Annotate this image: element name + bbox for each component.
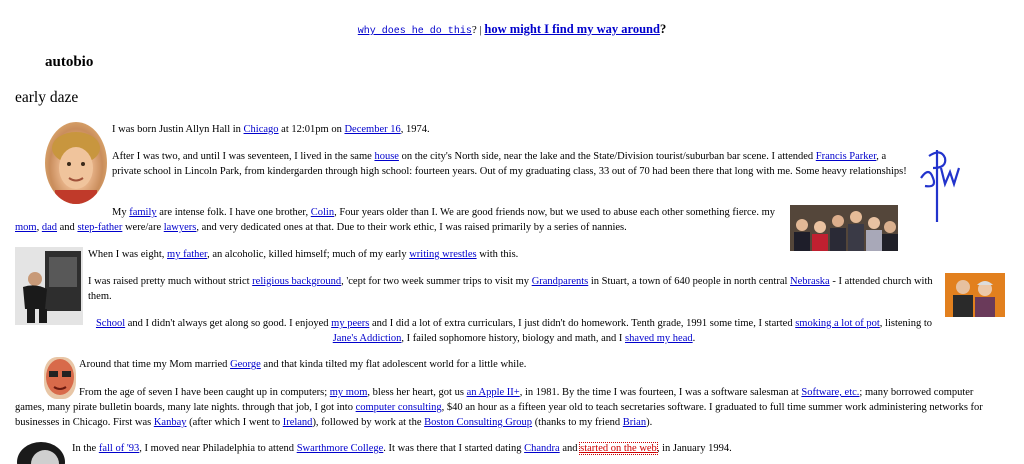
nav-q2: ? bbox=[659, 22, 667, 36]
college-portrait-image bbox=[15, 440, 67, 464]
software-etc-link[interactable]: Software, etc. bbox=[801, 387, 860, 398]
ireland-link[interactable]: Ireland bbox=[282, 417, 313, 428]
chandra-link[interactable]: Chandra bbox=[524, 443, 560, 454]
text: and bbox=[559, 443, 581, 454]
apple-ii-link[interactable]: an Apple II+ bbox=[466, 387, 520, 398]
text: , $40 an hour as a fifteen year old to teach secretaries software. I graduated to full time summer work administering networks for businesses in Chicago. First was bbox=[15, 402, 983, 428]
text: - I attended church with them. bbox=[88, 276, 933, 302]
text: , Four years older than I. We are good friends now, but we used to abuse each other something fierce. my bbox=[334, 207, 775, 218]
text: in Stuart, a town of 640 people in north central bbox=[588, 276, 791, 287]
text: . bbox=[692, 333, 696, 344]
brian-link[interactable]: Brian bbox=[622, 417, 647, 428]
text: ), followed by work at the bbox=[312, 417, 425, 428]
child-portrait-image bbox=[45, 122, 107, 204]
mom-link[interactable]: mom bbox=[15, 222, 37, 233]
text: with this. bbox=[476, 249, 519, 260]
jhw-signature-icon bbox=[915, 148, 965, 224]
chicago-link[interactable]: Chicago bbox=[243, 124, 279, 135]
text: , 1974. bbox=[400, 124, 430, 135]
george-link[interactable]: George bbox=[230, 359, 261, 370]
text: , I failed sophomore history, biology and math, and I bbox=[401, 333, 625, 344]
december-16-link[interactable]: December 16 bbox=[344, 124, 401, 135]
section-title: early daze bbox=[15, 89, 79, 106]
bcg-link[interactable]: Boston Consulting Group bbox=[424, 417, 533, 428]
text: I was born Justin Allyn Hall in bbox=[112, 124, 244, 135]
para-george bbox=[79, 357, 959, 372]
para-family bbox=[15, 205, 785, 235]
top-nav bbox=[0, 22, 1024, 39]
para-religion bbox=[88, 274, 940, 304]
text: . It was there that I started dating bbox=[383, 443, 525, 454]
family-link[interactable]: family bbox=[129, 207, 157, 218]
smoking-link[interactable]: smoking a lot of pot bbox=[795, 318, 880, 329]
para-birth bbox=[112, 122, 912, 137]
para-college bbox=[72, 441, 972, 456]
nebraska-link[interactable]: Nebraska bbox=[790, 276, 830, 287]
religious-background-link[interactable]: religious background bbox=[252, 276, 342, 287]
swarthmore-link[interactable]: Swarthmore College bbox=[296, 443, 384, 454]
text: (after which I went to bbox=[186, 417, 283, 428]
text: From the age of seven I have been caught up in computers; bbox=[79, 387, 330, 398]
dad-link[interactable]: dad bbox=[41, 222, 58, 233]
text: My bbox=[112, 207, 130, 218]
para-computers bbox=[15, 385, 1005, 430]
text: and I didn't always get along so good. I enjoyed bbox=[125, 318, 332, 329]
shaved-my-head-link[interactable]: shaved my head bbox=[624, 333, 693, 344]
text: , in 1981. By the time I was fourteen, I was a software salesman at bbox=[519, 387, 802, 398]
text: I was raised pretty much without strict bbox=[88, 276, 253, 287]
computer-consulting-link[interactable]: computer consulting bbox=[355, 402, 442, 413]
text: In the bbox=[72, 443, 99, 454]
grandparents-image bbox=[945, 273, 1005, 317]
started-on-the-web-link[interactable]: started on the web bbox=[580, 443, 657, 454]
para-school bbox=[88, 316, 940, 346]
text: , bless her heart, got us bbox=[367, 387, 467, 398]
text: , in January 1994. bbox=[656, 443, 732, 454]
find-way-around-link[interactable]: how might I find my way around bbox=[484, 22, 660, 36]
page-heading: autobio bbox=[45, 54, 94, 70]
text: ; many borrowed computer games, many pirate bulletin boards, many late nights. through that job, I got into bbox=[15, 387, 974, 413]
fall-93-link[interactable]: fall of '93 bbox=[98, 443, 140, 454]
father-piano-image bbox=[15, 247, 83, 325]
my-peers-link[interactable]: my peers bbox=[331, 318, 370, 329]
nav-separator: | bbox=[476, 24, 485, 36]
text: and I did a lot of extra curriculars, I just didn't do homework. Tenth grade, 1991 some time, I started bbox=[369, 318, 796, 329]
text: , I moved near Philadelphia to attend bbox=[139, 443, 297, 454]
para-house bbox=[112, 149, 907, 179]
text: , 'cept for two week summer trips to visit my bbox=[341, 276, 532, 287]
nav-q1: ? bbox=[471, 24, 477, 36]
para-father bbox=[88, 247, 788, 262]
text: After I was two, and until I was seventeen, I lived in the same bbox=[112, 151, 375, 162]
lawyers-link[interactable]: lawyers bbox=[163, 222, 197, 233]
text: and that kinda tilted my flat adolescent world for a little while. bbox=[260, 359, 527, 370]
house-link[interactable]: house bbox=[374, 151, 399, 162]
step-father-link[interactable]: step-father bbox=[77, 222, 123, 233]
why-does-he-do-this-link[interactable]: why does he do this bbox=[357, 26, 472, 37]
text: at 12:01pm on bbox=[278, 124, 345, 135]
text: (thanks to my friend bbox=[532, 417, 623, 428]
school-link[interactable]: School bbox=[95, 318, 126, 329]
text: were/are bbox=[122, 222, 164, 233]
text: ). bbox=[646, 417, 653, 428]
text: on the city's North side, near the lake and the State/Division tourist/suburban bar scene. I attended bbox=[398, 151, 816, 162]
text: , and very dedicated ones at that. Due to their work ethic, I was raised primarily by a series of nannies. bbox=[196, 222, 627, 233]
my-father-link[interactable]: my father bbox=[167, 249, 208, 260]
kanbay-link[interactable]: Kanbay bbox=[153, 417, 187, 428]
janes-addiction-link[interactable]: Jane's Addiction bbox=[332, 333, 402, 344]
text: and bbox=[57, 222, 78, 233]
text: Around that time my Mom married bbox=[79, 359, 231, 370]
family-group-image bbox=[790, 205, 898, 251]
text: When I was eight, bbox=[88, 249, 168, 260]
grandparents-link[interactable]: Grandparents bbox=[531, 276, 589, 287]
writing-wrestles-link[interactable]: writing wrestles bbox=[409, 249, 477, 260]
text: , a private school in Lincoln Park, from kindergarden through high school: fourteen years. Out of my graduating class, 33 out of 70 had been there that long with me. Some heavy relationships! bbox=[112, 151, 907, 177]
francis-parker-link[interactable]: Francis Parker bbox=[815, 151, 877, 162]
text: , listening to bbox=[879, 318, 933, 329]
colin-link[interactable]: Colin bbox=[310, 207, 335, 218]
text: , an alcoholic, killed himself; much of my early bbox=[207, 249, 410, 260]
text: are intense folk. I have one brother, bbox=[156, 207, 311, 218]
text: , bbox=[36, 222, 42, 233]
my-mom-link[interactable]: my mom bbox=[329, 387, 368, 398]
